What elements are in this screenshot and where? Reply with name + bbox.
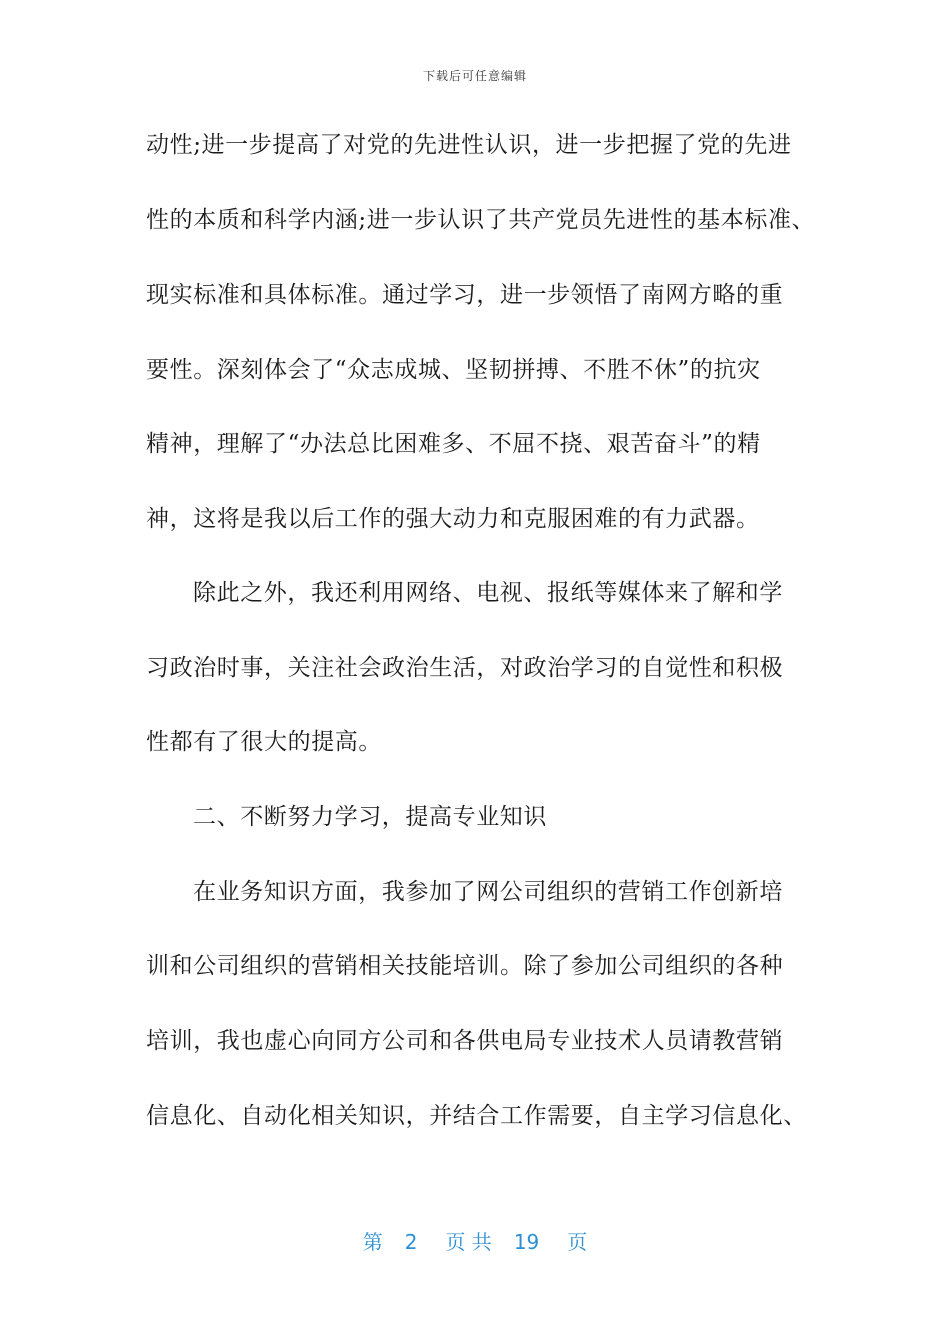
current-page-number: 2 xyxy=(404,1230,418,1254)
text-line: 性的本质和科学内涵;进一步认识了共产党员先进性的基本标准、 xyxy=(146,207,816,233)
text-line: 训和公司组织的营销相关技能培训。除了参加公司组织的各种 xyxy=(146,953,784,979)
text-line: 性都有了很大的提高。 xyxy=(146,729,382,755)
text-line: 神，这将是我以后工作的强大动力和克服困难的有力武器。 xyxy=(146,506,760,532)
section-heading: 二、不断努力学习，提高专业知识 xyxy=(193,804,547,830)
total-page-count: 19 xyxy=(513,1230,540,1254)
text-line: 动性;进一步提高了对党的先进性认识，进一步把握了党的先进 xyxy=(146,132,792,158)
page-header: 下载后可任意编辑 xyxy=(422,69,527,83)
footer-middle: 页 共 xyxy=(445,1230,492,1254)
footer-prefix: 第 xyxy=(362,1230,383,1254)
text-line: 信息化、自动化相关知识，并结合工作需要，自主学习信息化、 xyxy=(146,1103,807,1129)
page-footer xyxy=(0,1226,950,1255)
paragraph-start-line: 除此之外，我还利用网络、电视、报纸等媒体来了解和学 xyxy=(193,580,783,606)
text-line: 要性。深刻体会了“众志成城、坚韧拼搏、不胜不休”的抗灾 xyxy=(146,357,761,383)
text-line: 现实标准和具体标准。通过学习，进一步领悟了南网方略的重 xyxy=(146,282,784,308)
paragraph-start-line: 在业务知识方面，我参加了网公司组织的营销工作创新培 xyxy=(193,879,783,905)
text-line: 精神，理解了“办法总比困难多、不屈不挠、艰苦奋斗”的精 xyxy=(146,431,761,457)
text-line: 培训，我也虚心向同方公司和各供电局专业技术人员请教营销 xyxy=(146,1028,784,1054)
footer-suffix: 页 xyxy=(567,1230,588,1254)
text-line: 习政治时事，关注社会政治生活，对政治学习的自觉性和积极 xyxy=(146,655,784,681)
